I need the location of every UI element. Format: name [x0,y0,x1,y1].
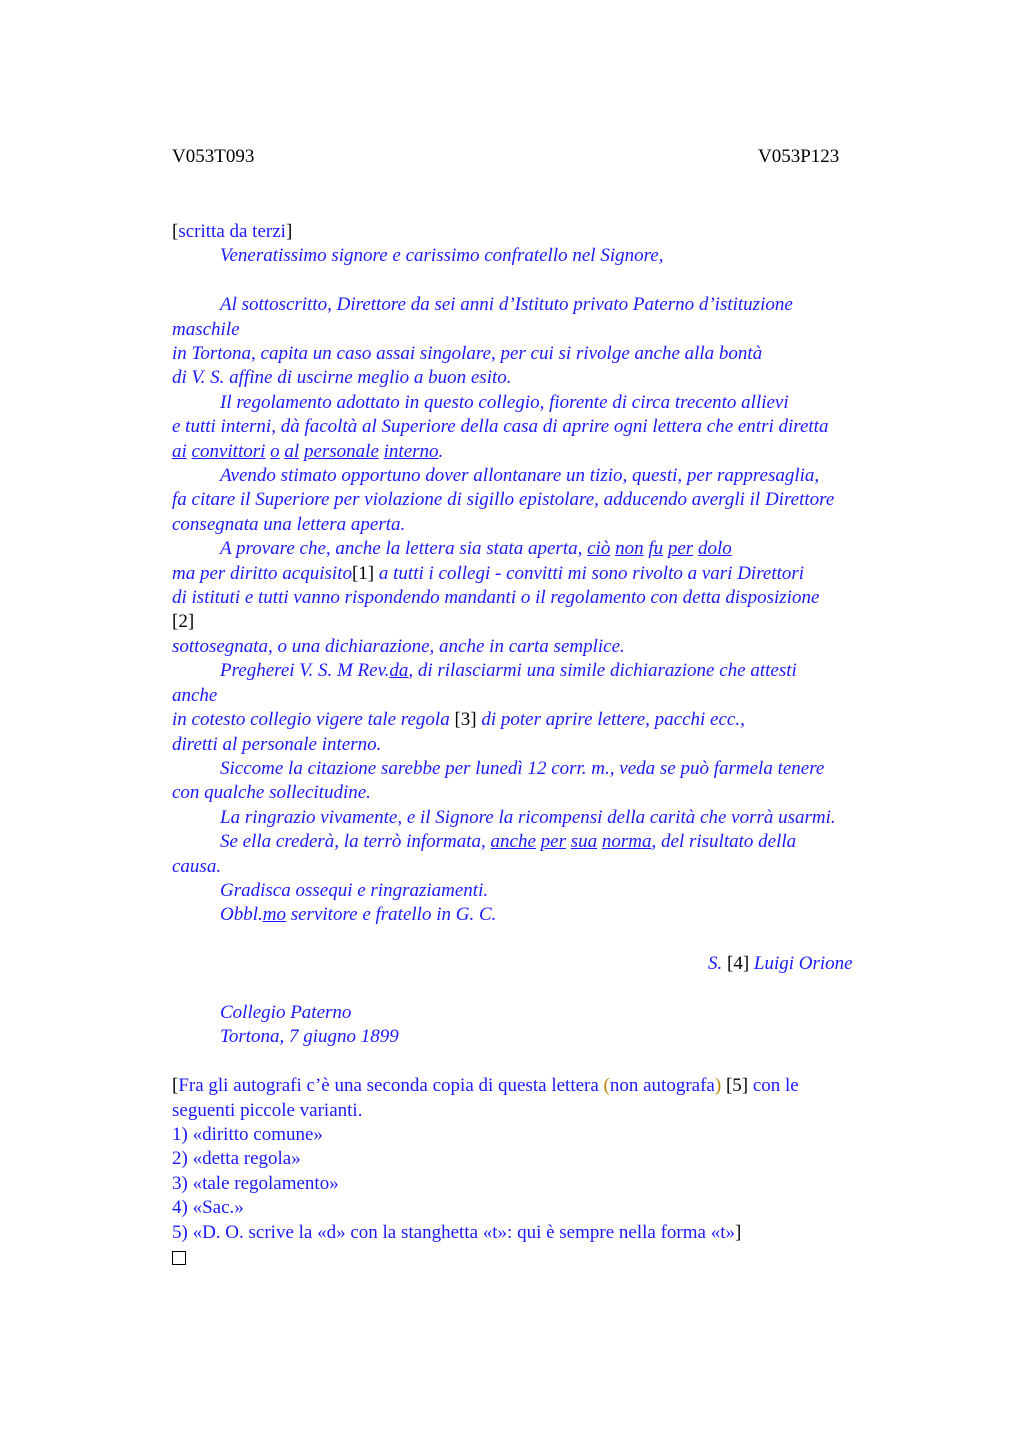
editorial-note-line-1: [Fra gli autografi c’è una seconda copia di questa lettera (non autografa) [5] con le [172,1075,799,1097]
letter-body [172,220,902,1272]
variant-item: 1) «diritto comune» [172,1123,323,1145]
paragraph-2-line-1: Il regolamento adottato in questo collegio, fiorente di circa trecento allievi [220,391,789,413]
spacer [172,269,902,293]
paragraph-3-line-2: fa citare il Superiore per violazione di sigillo epistolare, adducendo avergli il Direttore [172,489,835,511]
paragraph-8-line-2: causa. [172,855,222,877]
paragraph-5-line-1: Pregherei V. S. M Rev.da, di rilasciarmi una simile dichiarazione che attesti [220,660,797,682]
paragraph-4-line-4: sottosegnata, o una dichiarazione, anche in carta semplice. [172,635,625,657]
paragraph-1-line-2: maschile [172,318,240,340]
paragraph-7: La ringrazio vivamente, e il Signore la ricompensi della carità che vorrà usarmi. [220,806,836,828]
paragraph-5-line-4: diretti al personale interno. [172,733,382,755]
signature: S. [4] Luigi Orione [708,953,853,975]
scribe-note: [scritta da terzi] [172,221,293,242]
footnote-ref-3: [3] [454,709,477,731]
paragraph-8-line-1: Se ella crederà, la terrò informata, anche per sua norma, del risultato della [220,831,797,853]
variant-item: 4) «Sac.» [172,1197,244,1219]
paragraph-6-line-1: Siccome la citazione sarebbe per lunedì 12 corr. m., veda se può farmela tenere [220,757,825,779]
closing-greeting: Gradisca ossequi e ringraziamenti. [220,879,489,901]
paragraph-1-line-3: in Tortona, capita un caso assai singolare, per cui si rivolge anche alla bontà [172,343,763,365]
paragraph-5-line-3: in cotesto collegio vigere tale regola [3] di poter aprire lettere, pacchi ecc., [172,709,745,731]
spacer [172,977,902,1001]
paragraph-6-line-2: con qualche sollecitudine. [172,782,371,804]
variant-item: 2) «detta regola» [172,1148,301,1170]
paragraph-3-line-3: consegnata una lettera aperta. [172,513,406,535]
paragraph-1-line-4: di V. S. affine di uscirne meglio a buon esito. [172,367,512,389]
paragraph-2-line-2: e tutti interni, dà facoltà al Superiore della casa di aprire ogni lettera che entri diretta [172,416,829,438]
spacer [172,1050,902,1074]
editorial-note-line-2: seguenti piccole varianti. [172,1099,363,1121]
place: Collegio Paterno [220,1001,352,1023]
spacer [172,928,902,952]
paragraph-3-line-1: Avendo stimato opportuno dover allontanare un tizio, questi, per rappresaglia, [220,465,820,487]
footnote-ref-2: [2] [172,611,195,633]
end-square-icon [172,1251,186,1265]
variant-item: 3) «tale regolamento» [172,1172,339,1194]
paragraph-5-line-2: anche [172,684,218,706]
paragraph-4-line-1: A provare che, anche la lettera sia stata aperta, ciò non fu per dolo [220,538,732,560]
end-marker-box [172,1245,902,1272]
paragraph-4-line-3: di istituti e tutti vanno rispondendo mandanti o il regolamento con detta disposizione [172,587,820,609]
date: Tortona, 7 giugno 1899 [220,1026,399,1048]
header-left-code: V053T093 [172,146,255,167]
variant-item-last: 5) «D. O. scrive la «d» con la stanghetta «t»: qui è sempre nella forma «t»] [172,1221,742,1243]
footnote-ref-5: [5] [725,1075,749,1097]
paragraph-2-line-3: ai convittori o al personale interno. [172,440,444,462]
paragraph-4-line-2: ma per diritto acquisito[1] a tutti i collegi - convitti mi sono rivolto a vari Direttori [172,562,805,584]
footnote-ref-1: [1] [351,562,375,584]
header-right-code: V053P123 [758,146,840,167]
closing-servant: Obbl.mo servitore e fratello in G. C. [220,904,497,926]
salutation: Veneratissimo signore e carissimo confratello nel Signore, [220,245,664,267]
footnote-ref-4: [4] [727,953,750,975]
paragraph-1-line-1: Al sottoscritto, Direttore da sei anni d’Istituto privato Paterno d’istituzione [220,294,793,316]
